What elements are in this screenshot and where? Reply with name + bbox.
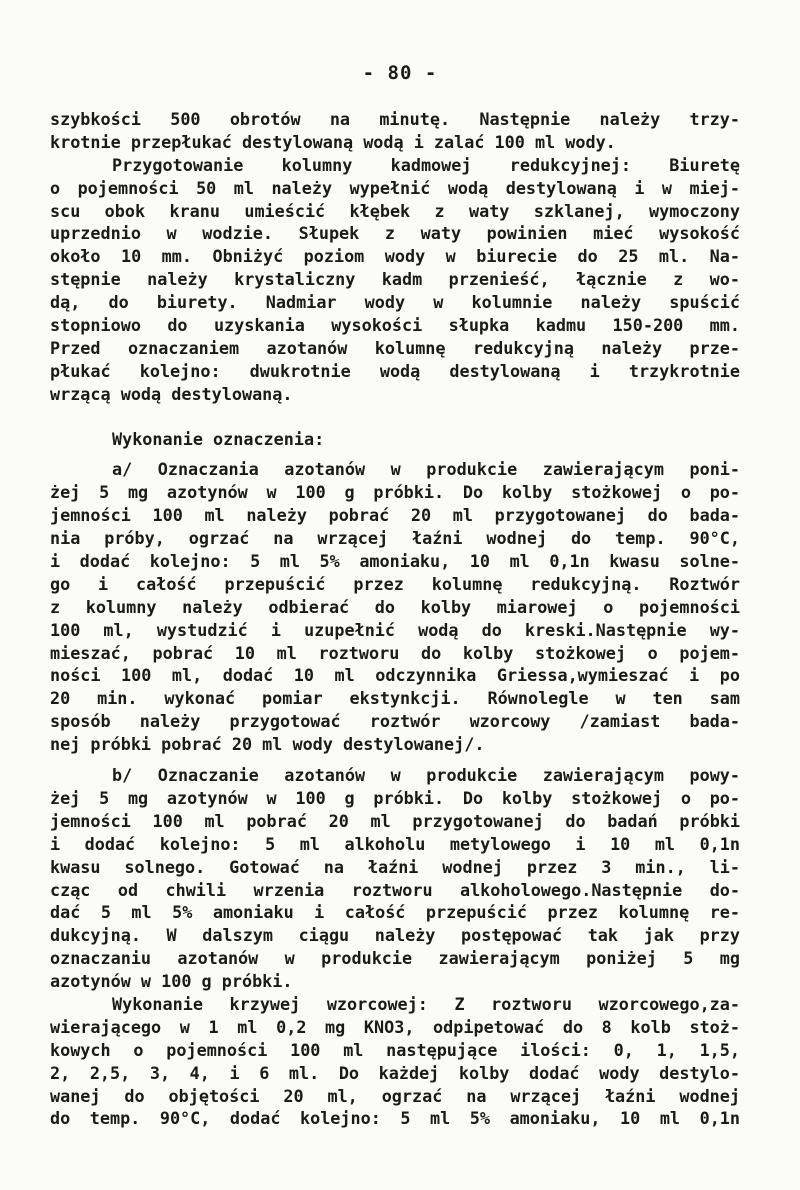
section-heading: Wykonanie oznaczenia: — [112, 428, 325, 449]
text-line: cząc od chwili wrzenia roztworu alkoholowego.Następnie do- — [50, 879, 740, 900]
text-line: stopniowo do uzyskania wysokości słupka kadmu 150-200 mm. — [50, 315, 740, 336]
text-line: wierającego w 1 ml 0,2 mg KNO3, odpipetować do 8 kolb stoż- — [50, 1016, 740, 1037]
text-line: i dodać kolejno: 5 ml alkoholu metylowego i 10 ml 0,1n — [50, 833, 740, 854]
text-line: 20 min. wykonać pomiar ekstynkcji. Równolegle w ten sam — [50, 688, 740, 709]
text-line: Wykonanie krzywej wzorcowej: Z roztworu wzorcowego,za- — [112, 993, 740, 1014]
text-line: azotynów w 100 g próbki. — [50, 971, 293, 992]
text-line: ności 100 ml, dodać 10 ml odczynnika Griessa,wymieszać i po — [50, 665, 740, 686]
text-line: do temp. 90°C, dodać kolejno: 5 ml 5% amoniaku, 10 ml 0,1n — [50, 1108, 740, 1129]
text-line: dukcyjną. W dalszym ciągu należy postępować tak jak przy — [50, 925, 740, 946]
text-line: a/ Oznaczania azotanów w produkcie zawierającym poni- — [112, 459, 740, 480]
text-line: jemności 100 ml pobrać 20 ml przygotowanej do badań próbki — [50, 810, 740, 831]
text-line: żej 5 mg azotynów w 100 g próbki. Do kolby stożkowej o po- — [50, 787, 740, 808]
text-line: żej 5 mg azotynów w 100 g próbki. Do kolby stożkowej o po- — [50, 482, 740, 503]
text-line: kwasu solnego. Gotować na łaźni wodnej przez 3 min., li- — [50, 856, 740, 877]
text-line: jemności 100 ml należy pobrać 20 ml przygotowanej do bada- — [50, 505, 740, 526]
text-line: nej próbki pobrać 20 ml wody destylowanej/. — [50, 734, 485, 755]
text-line: płukać kolejno: dwukrotnie wodą destylowaną i trzykrotnie — [50, 360, 740, 381]
text-line: go i całość przepuścić przez kolumnę redukcyjną. Roztwór — [50, 573, 740, 594]
body-text — [50, 108, 740, 1130]
text-line: kowych o pojemności 100 ml następujące ilości: 0, 1, 1,5, — [50, 1039, 740, 1060]
text-line: mieszać, pobrać 10 ml roztworu do kolby stożkowej o pojem- — [50, 642, 740, 663]
text-line: sposób należy przygotować roztwór wzorcowy /zamiast bada- — [50, 711, 740, 732]
text-line: oznaczaniu azotanów w produkcie zawierającym poniżej 5 mg — [50, 948, 740, 969]
text-line: 2, 2,5, 3, 4, i 6 ml. Do każdej kolby dodać wody destylo- — [50, 1062, 740, 1083]
text-line: wanej do objętości 20 ml, ogrzać na wrzącej łaźni wodnej — [50, 1085, 740, 1106]
text-line: 100 ml, wystudzić i uzupełnić wodą do kreski.Następnie wy- — [50, 619, 740, 640]
text-line: Przygotowanie kolumny kadmowej redukcyjnej: Biuretę — [112, 154, 740, 175]
text-line: około 10 mm. Obniżyć poziom wody w biurecie do 25 ml. Na- — [50, 246, 740, 267]
text-line: i dodać kolejno: 5 ml 5% amoniaku, 10 ml 0,1n kwasu solne- — [50, 551, 740, 572]
text-line: b/ Oznaczanie azotanów w produkcie zawierającym powy- — [112, 765, 740, 786]
text-line: dać 5 ml 5% amoniaku i całość przepuścić przez kolumnę re- — [50, 902, 740, 923]
text-line: krotnie przepłukać destylowaną wodą i zalać 100 ml wody. — [50, 131, 616, 152]
text-line: stępnie należy krystaliczny kadm przenieść, łącznie z wo- — [50, 269, 740, 290]
text-line: Przed oznaczaniem azotanów kolumnę redukcyjną należy prze- — [50, 337, 740, 358]
text-line: z kolumny należy odbierać do kolby miarowej o pojemności — [50, 596, 740, 617]
text-line: wrzącą wodą destylowaną. — [50, 383, 293, 404]
page-number: - 80 - — [362, 62, 438, 84]
text-line: scu obok kranu umieścić kłębek z waty szklanej, wymoczony — [50, 200, 740, 221]
text-line: o pojemności 50 ml należy wypełnić wodą destylowaną i w miej- — [50, 177, 740, 198]
text-line: nia próby, ogrzać na wrzącej łaźni wodnej do temp. 90°C, — [50, 528, 740, 549]
text-line: dą, do biurety. Nadmiar wody w kolumnie należy spuścić — [50, 292, 740, 313]
text-line: szybkości 500 obrotów na minutę. Następnie należy trzy- — [50, 109, 740, 129]
text-line: uprzednio w wodzie. Słupek z waty powinien mieć wysokość — [50, 223, 740, 244]
